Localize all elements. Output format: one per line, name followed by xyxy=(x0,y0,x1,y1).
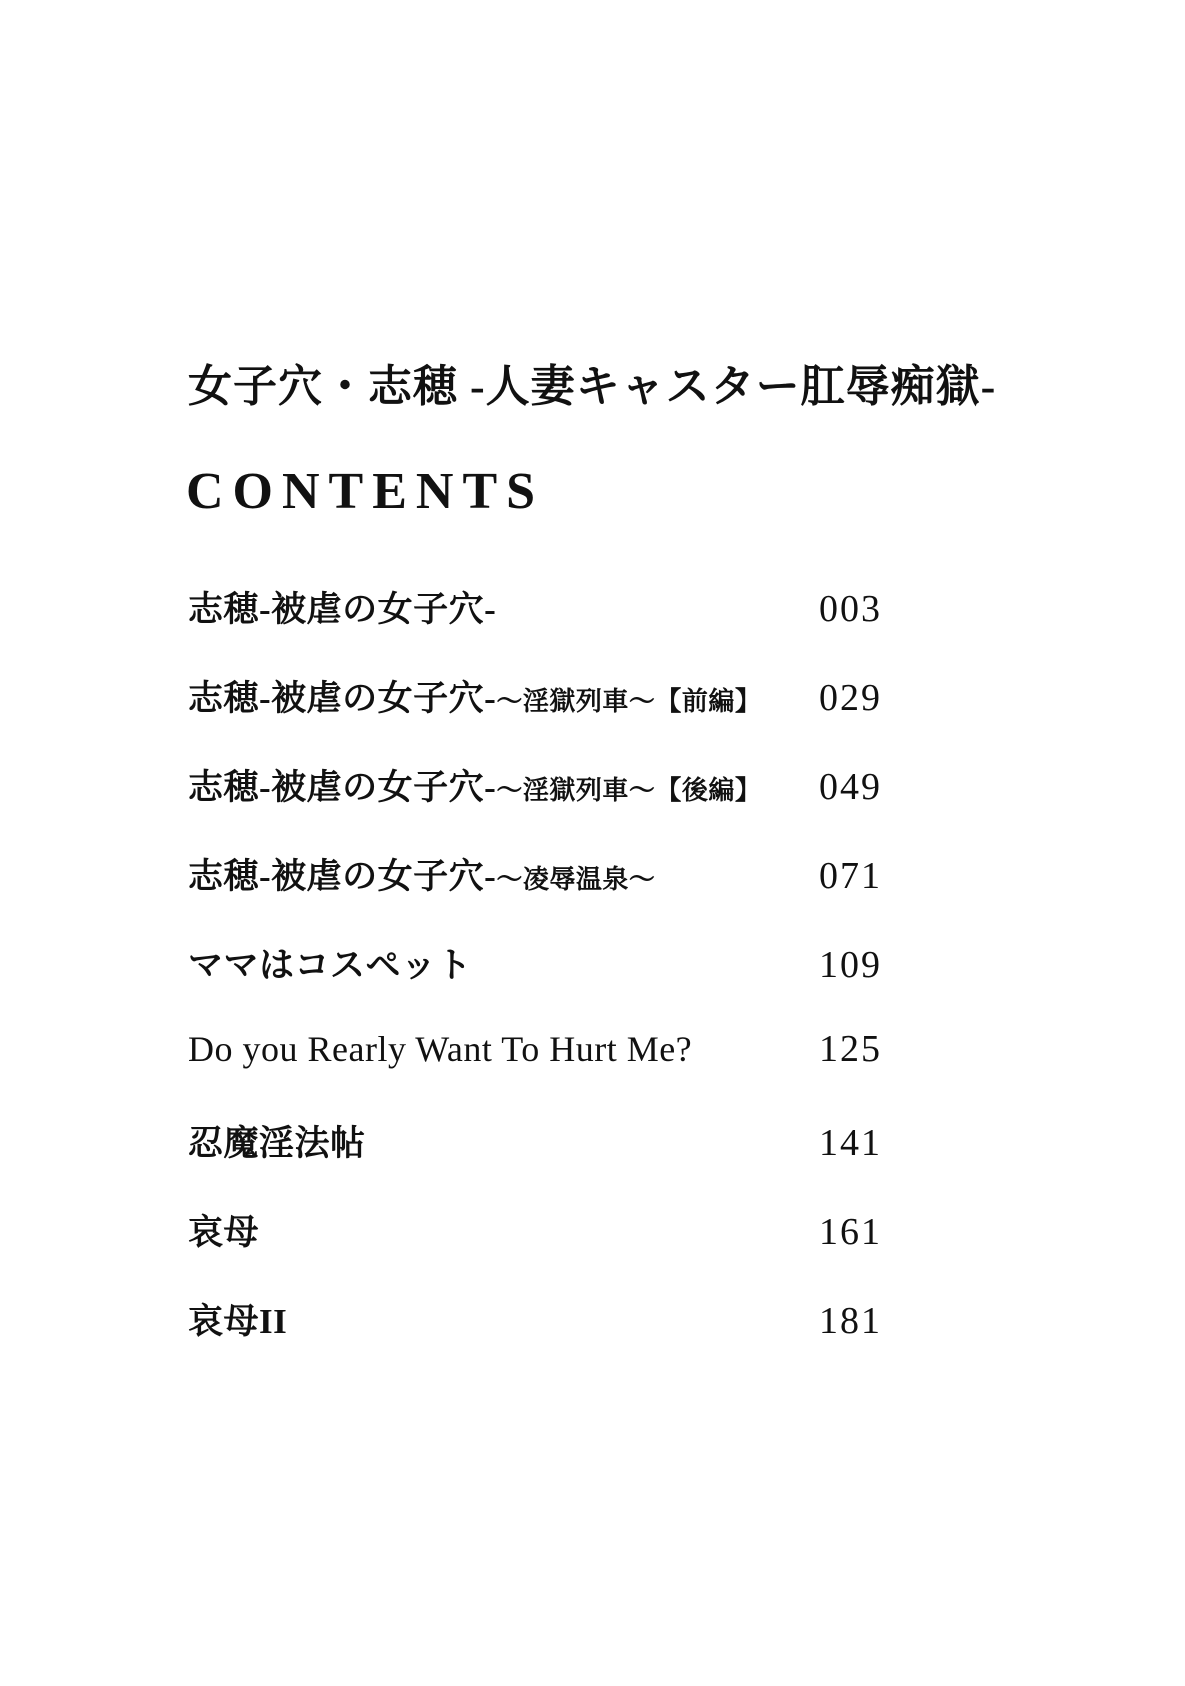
toc-entry-title xyxy=(188,1116,366,1166)
toc-entry-title-main: 哀母 xyxy=(188,1213,260,1252)
toc-entry-subtitle: ～凌辱温泉～ xyxy=(496,865,656,894)
contents-heading: CONTENTS xyxy=(186,463,545,520)
toc-entry-page-number: 141 xyxy=(819,1122,882,1164)
toc-entry-title-main: 哀母II xyxy=(188,1302,288,1341)
toc-list xyxy=(188,582,882,1383)
toc-entry xyxy=(188,1116,882,1205)
toc-entry-title-main: ママはコスペット xyxy=(188,946,473,985)
toc-entry-title xyxy=(188,1205,259,1255)
toc-entry-page-number: 125 xyxy=(819,1028,882,1070)
toc-entry-title-main: 志穂-被虐の女子穴- xyxy=(188,590,497,629)
toc-entry-subtitle: ～淫獄列車～【後編】 xyxy=(496,776,762,805)
toc-entry xyxy=(188,1027,882,1116)
toc-entry-title xyxy=(188,582,496,632)
toc-entry-page-number: 181 xyxy=(819,1300,882,1342)
toc-entry-page-number: 071 xyxy=(819,855,882,897)
toc-entry-page-number: 003 xyxy=(819,588,882,630)
toc-entry-page-number: 109 xyxy=(819,944,882,986)
toc-entry xyxy=(188,1205,882,1294)
toc-entry-title-main: 忍魔淫法帖 xyxy=(188,1124,366,1163)
toc-entry-title xyxy=(188,938,472,988)
book-title: 女子穴・志穂 -人妻キャスター肛辱痴獄- xyxy=(188,362,997,411)
toc-entry-title xyxy=(188,760,761,810)
toc-entry xyxy=(188,582,882,671)
toc-entry-title-main: 志穂-被虐の女子穴- xyxy=(188,768,497,807)
toc-entry xyxy=(188,671,882,760)
toc-entry-title xyxy=(188,671,761,721)
toc-entry xyxy=(188,938,882,1027)
toc-entry-title xyxy=(188,849,655,899)
toc-entry-page-number: 049 xyxy=(819,766,882,808)
toc-entry-page-number: 029 xyxy=(819,677,882,719)
toc-entry-title-main: 志穂-被虐の女子穴- xyxy=(188,857,497,896)
toc-entry xyxy=(188,849,882,938)
toc-entry-title-main: Do you Rearly Want To Hurt Me? xyxy=(188,1029,693,1069)
toc-entry-title-main: 志穂-被虐の女子穴- xyxy=(188,679,497,718)
toc-entry-title xyxy=(188,1294,287,1344)
toc-entry xyxy=(188,760,882,849)
toc-entry-title xyxy=(188,1028,692,1070)
toc-entry xyxy=(188,1294,882,1383)
toc-entry-subtitle: ～淫獄列車～【前編】 xyxy=(496,687,762,716)
toc-entry-page-number: 161 xyxy=(819,1211,882,1253)
